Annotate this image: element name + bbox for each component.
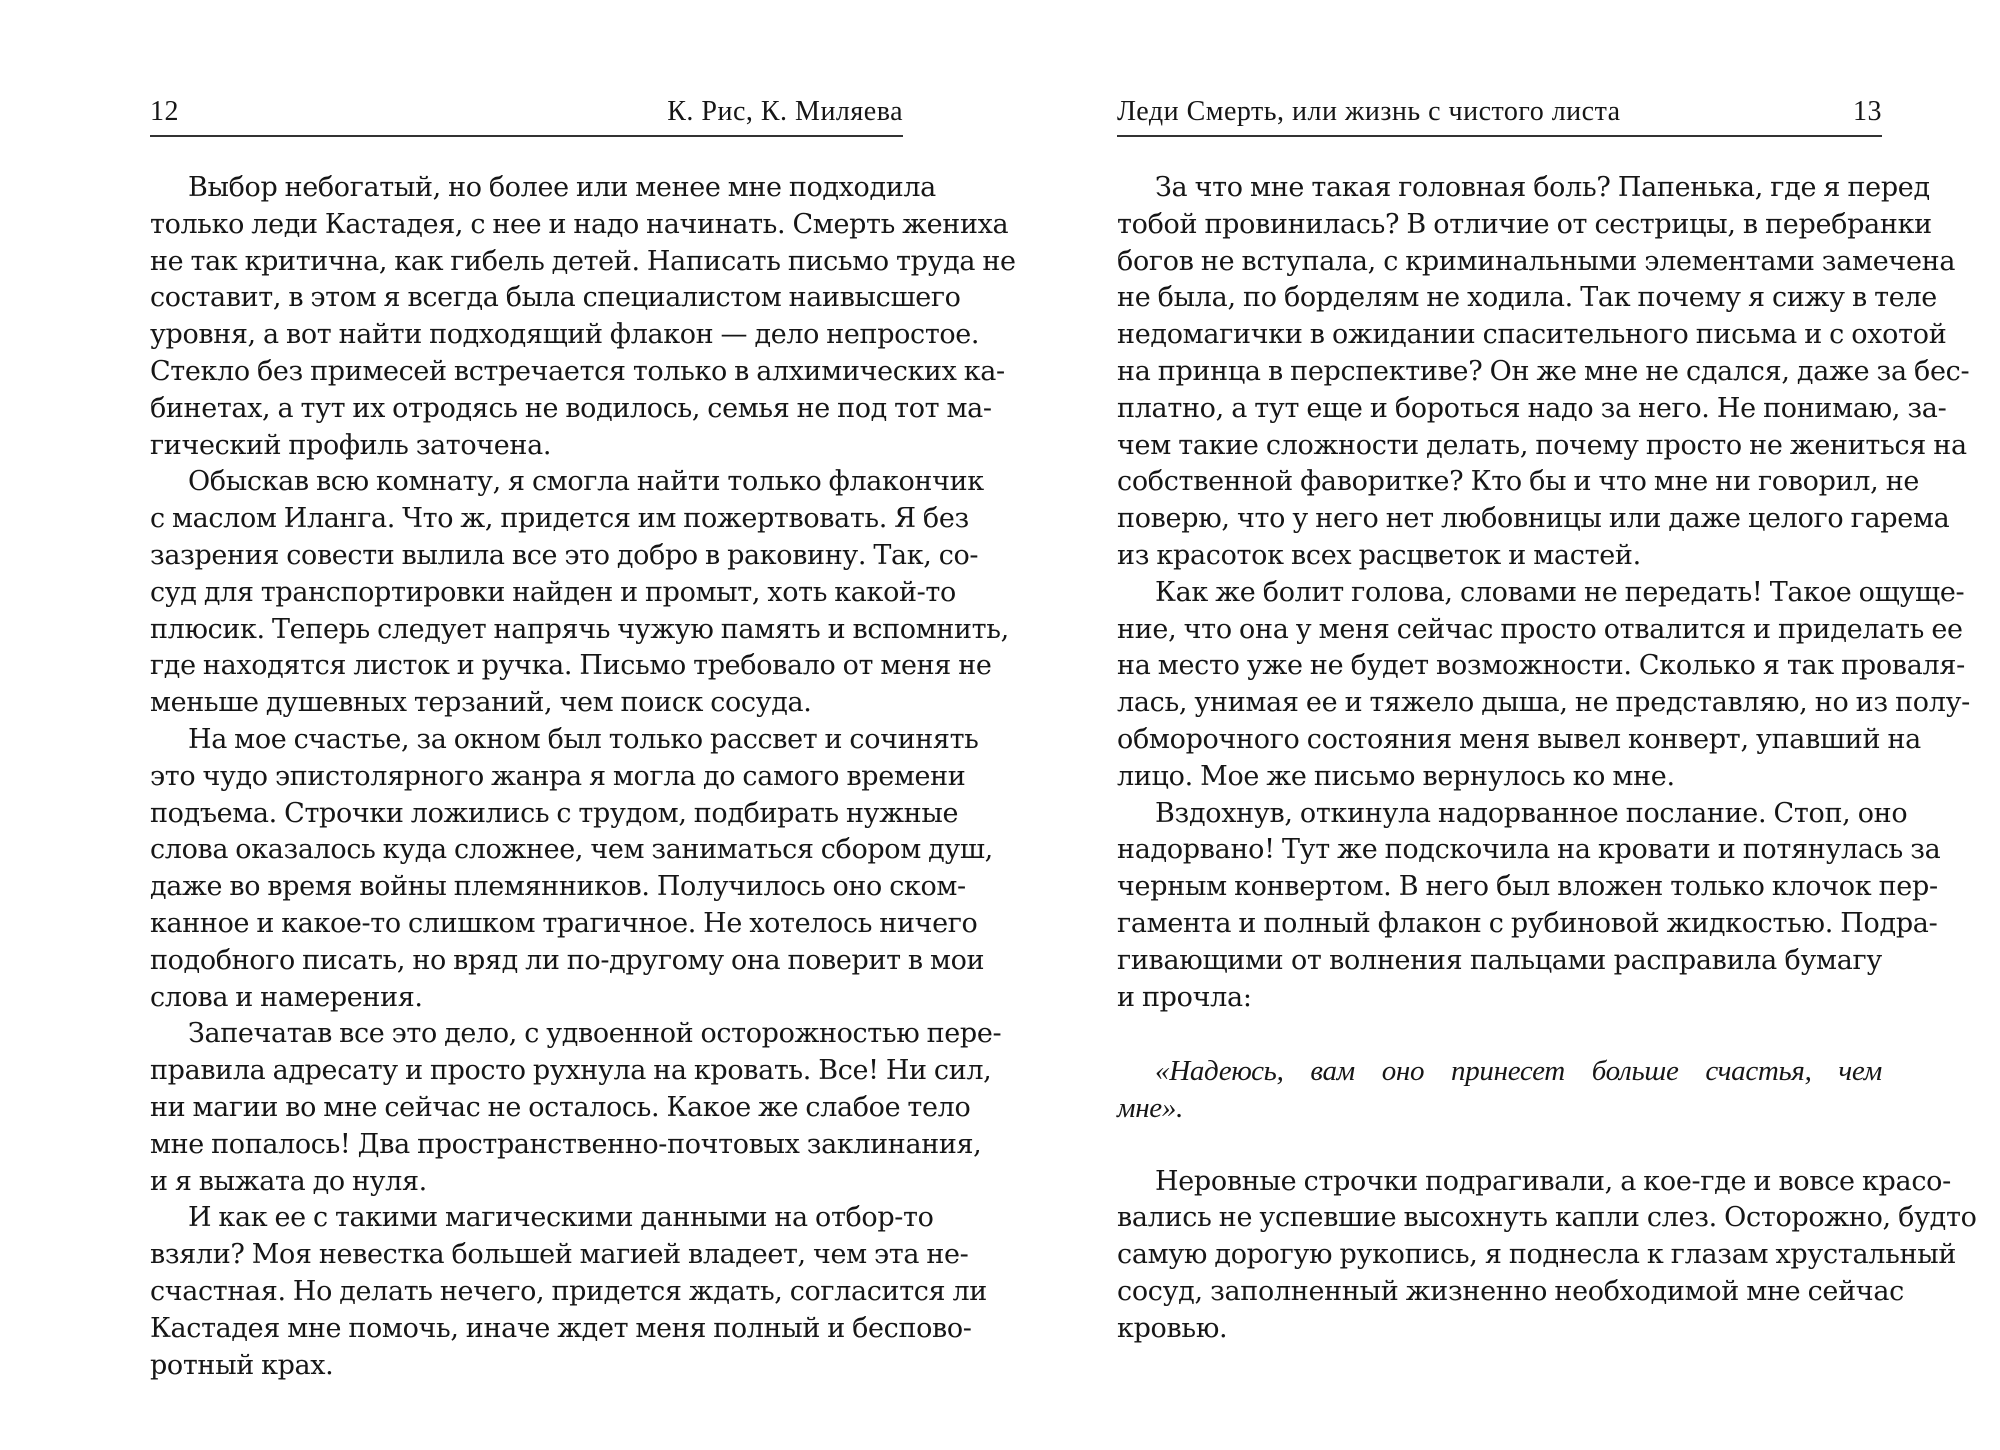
text-line: недомагички в ожидании спасительного письма и с охотой xyxy=(1117,319,1947,351)
text-line: собственной фаворитке? Кто бы и что мне ни говорил, не xyxy=(1117,466,1920,498)
text-line: богов не вступала, с криминальными элементами замечена xyxy=(1117,245,1956,277)
spacer xyxy=(1117,1127,1882,1164)
text-line: чем такие сложности делать, почему просто не жениться на xyxy=(1117,429,1967,461)
text-line: счастная. Но делать нечего, придется ждать, согласится ли xyxy=(150,1275,987,1307)
text-line: ние, что она у меня сейчас просто отвалится и приделать ее xyxy=(1117,613,1963,645)
text-line: тобой провинилась? В отличие от сестрицы, в перебранки xyxy=(1117,208,1932,240)
text-line: сосуд, заполненный жизненно необходимой мне сейчас xyxy=(1117,1275,1904,1307)
text-line: И как ее с такими магическими данными на отбор-то xyxy=(188,1202,934,1234)
text-line: Вздохнув, откинула надорванное послание. Стоп, оно xyxy=(1155,797,1908,829)
text-line: на место уже не будет возможности. Сколько я так проваля- xyxy=(1117,650,1965,682)
text-line: поверю, что у него нет любовницы или даже целого гарема xyxy=(1117,503,1950,535)
right-header-rule xyxy=(1117,135,1882,137)
text-line: Стекло без примесей встречается только в алхимических ка- xyxy=(150,355,1005,387)
text-line: Неровные строчки подрагивали, а кое-где и вовсе красо- xyxy=(1155,1165,1951,1197)
text-line: подъема. Строчки ложились с трудом, подбирать нужные xyxy=(150,797,959,829)
text-line: Кастадея мне помочь, иначе ждет меня полный и беспово- xyxy=(150,1312,972,1344)
text-line: платно, а тут еще и бороться надо за него. Не понимаю, за- xyxy=(1117,392,1947,424)
text-line: ротный крах. xyxy=(150,1349,334,1381)
text-line: мне попалось! Два пространственно-почтовых заклинания, xyxy=(150,1128,982,1160)
text-line: слова оказалось куда сложнее, чем заниматься сбором душ, xyxy=(150,834,993,866)
spacer xyxy=(1117,1016,1882,1053)
text-line: Запечатав все это дело, с удвоенной осторожностью пере- xyxy=(188,1018,1002,1050)
text-line: подобного писать, но вряд ли по-другому она поверит в мои xyxy=(150,944,985,976)
left-running-title: К. Рис, К. Миляева xyxy=(667,96,903,127)
text-line: лицо. Мое же письмо вернулось ко мне. xyxy=(1117,760,1675,792)
text-line: самую дорогую рукопись, я поднесла к глазам хрустальный xyxy=(1117,1239,1957,1271)
text-line: плюсик. Теперь следует напрячь чужую память и вспомнить, xyxy=(150,613,1009,645)
text-line: взяли? Моя невестка большей магией владеет, чем эта не- xyxy=(150,1239,969,1271)
text-line: обморочного состояния меня вывел конверт, упавший на xyxy=(1117,723,1921,755)
text-line: гамента и полный флакон с рубиновой жидкостью. Подра- xyxy=(1117,907,1938,939)
text-line: и прочла: xyxy=(1117,981,1252,1013)
text-line: На мое счастье, за окном был только рассвет и сочинять xyxy=(188,723,979,755)
left-page xyxy=(150,0,1016,1450)
text-line: даже во время войны племянников. Получилось оно ском- xyxy=(150,871,966,903)
text-line: слова и намерения. xyxy=(150,981,423,1013)
right-page-number: 13 xyxy=(1853,96,1882,127)
text-line: черным конвертом. В него был вложен только клочок пер- xyxy=(1117,871,1938,903)
text-line: бинетах, а тут их отродясь не водилось, семья не под тот ма- xyxy=(150,392,992,424)
text-line: гивающими от волнения пальцами расправила бумагу xyxy=(1117,944,1882,976)
text-line: кровью. xyxy=(1117,1312,1228,1344)
text-line: уровня, а вот найти подходящий флакон — дело непростое. xyxy=(150,319,980,351)
right-running-title: Леди Смерть, или жизнь с чистого листа xyxy=(1117,96,1621,127)
text-line: Обыскав всю комнату, я смогла найти только флакончик xyxy=(188,466,984,498)
text-line: правила адресату и просто рухнула на кровать. Все! Ни сил, xyxy=(150,1055,992,1087)
quote-line: мне». xyxy=(1117,1091,1184,1124)
text-line: суд для транспортировки найден и промыт, хоть какой-то xyxy=(150,576,956,608)
text-line: и я выжата до нуля. xyxy=(150,1165,427,1197)
text-line: лась, унимая ее и тяжело дыша, не представляю, но из полу- xyxy=(1117,687,1971,719)
text-line: не так критична, как гибель детей. Написать письмо труда не xyxy=(150,245,1016,277)
text-line: с маслом Иланга. Что ж, придется им пожертвовать. Я без xyxy=(150,503,969,535)
text-line: не была, по борделям не ходила. Так почему я сижу в теле xyxy=(1117,282,1937,314)
quote-line: «Надеюсь, вам оно принесет больше счастья, чем xyxy=(1155,1055,1882,1088)
text-line: вались не успевшие высохнуть капли слез. Осторожно, будто xyxy=(1117,1202,1977,1234)
left-running-head xyxy=(150,92,903,136)
text-line: Выбор небогатый, но более или менее мне подходила xyxy=(188,172,936,203)
left-header-rule xyxy=(150,135,903,137)
text-line: гический профиль заточена. xyxy=(150,429,552,461)
text-line: из красоток всех расцветок и мастей. xyxy=(1117,539,1641,571)
left-page-number: 12 xyxy=(150,96,179,127)
text-line: надорвано! Тут же подскочила на кровати и потянулась за xyxy=(1117,834,1941,866)
text-line: составит, в этом я всегда была специалистом наивысшего xyxy=(150,282,961,314)
text-line: только леди Кастадея, с нее и надо начинать. Смерть жениха xyxy=(150,208,1009,240)
text-line: За что мне такая головная боль? Папенька, где я перед xyxy=(1155,172,1930,203)
right-body-text xyxy=(1117,170,1977,1348)
left-body-text xyxy=(150,170,1016,1384)
text-line: это чудо эпистолярного жанра я могла до самого времени xyxy=(150,760,966,792)
text-line: на принца в перспективе? Он же мне не сдался, даже за бес- xyxy=(1117,355,1970,387)
text-line: канное и какое-то слишком трагичное. Не хотелось ничего xyxy=(150,907,978,939)
text-line: где находятся листок и ручка. Письмо требовало от меня не xyxy=(150,650,992,682)
text-line: меньше душевных терзаний, чем поиск сосуда. xyxy=(150,687,812,719)
right-page xyxy=(1117,0,1977,1450)
right-running-head xyxy=(1117,92,1882,136)
text-line: ни магии во мне сейчас не осталось. Какое же слабое тело xyxy=(150,1091,971,1123)
text-line: зазрения совести вылила все это добро в раковину. Так, со- xyxy=(150,539,979,571)
text-line: Как же болит голова, словами не передать! Такое ощуще- xyxy=(1155,576,1965,608)
